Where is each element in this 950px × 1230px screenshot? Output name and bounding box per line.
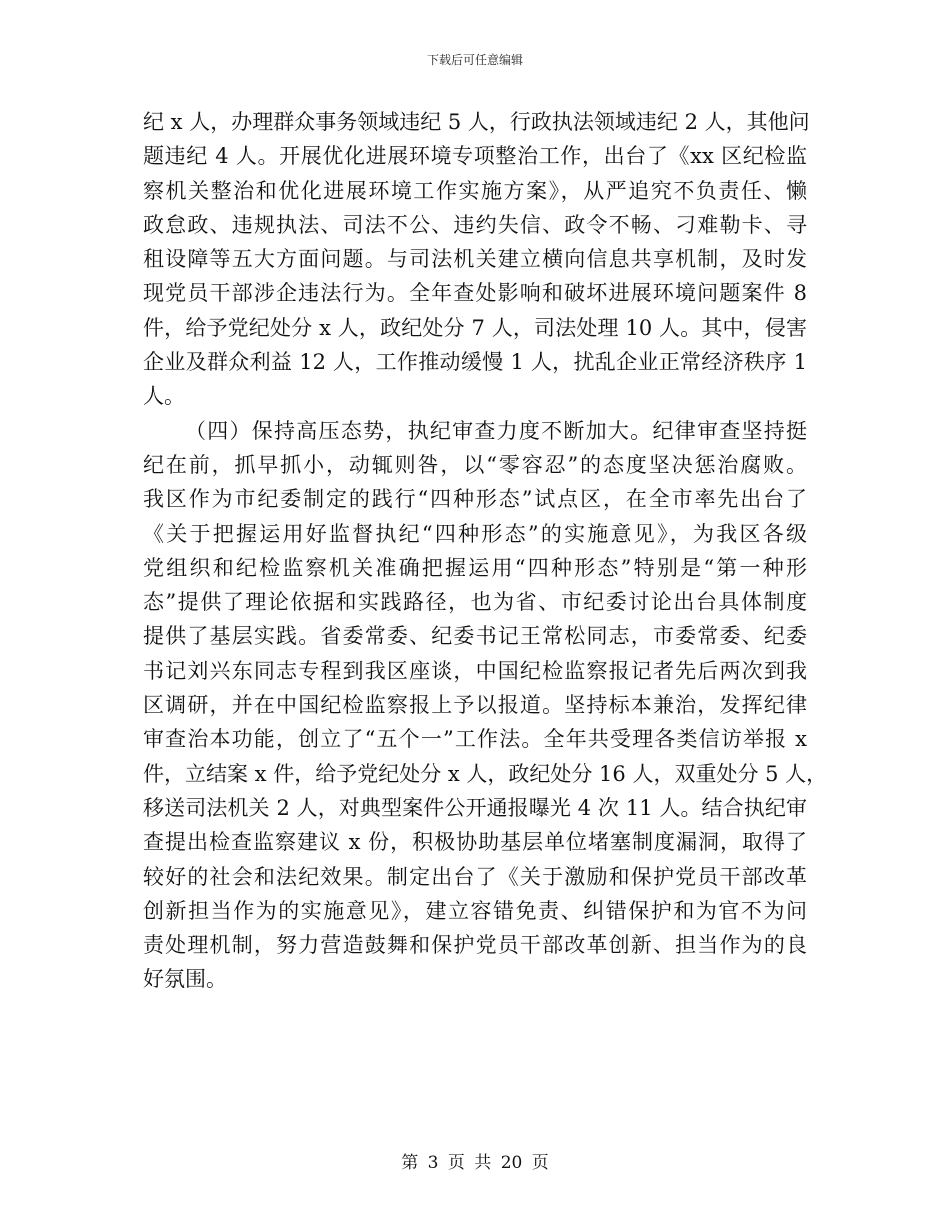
page-header-note: 下载后可任意编辑 [426, 53, 523, 67]
text-line: 较好的社会和法纪效果。制定出台了《关于激励和保护党员干部改革 [143, 864, 807, 889]
text-line: 现党员干部涉企违法行为。全年查处影响和破坏进展环境问题案件 8 [143, 281, 807, 306]
paragraph-2 [143, 414, 828, 997]
text-line: 态”提供了理论依据和实践路径，也为省、市纪委讨论出台具体制度 [143, 590, 807, 615]
text-line: 件，立结案 x 件，给予党纪处分 x 人，政纪处分 16 人，双重处分 5 人， [143, 761, 828, 786]
text-line: 责处理机制，努力营造鼓舞和保护党员干部改革创新、担当作为的良 [143, 933, 807, 958]
text-line: 书记刘兴东同志专程到我区座谈，中国纪检监察报记者先后两次到我 [143, 658, 807, 683]
text-line: 租设障等五大方面问题。与司法机关建立横向信息共享机制，及时发 [143, 247, 807, 272]
text-line: 党组织和纪检监察机关准确把握运用“四种形态”特别是“第一种形 [143, 555, 807, 580]
text-line: 纪 x 人，办理群众事务领域违纪 5 人，行政执法领域违纪 2 人，其他问 [143, 110, 810, 134]
text-line: 政怠政、违规执法、司法不公、违约失信、政令不畅、刁难勒卡、寻 [143, 212, 807, 237]
text-line: 纪在前，抓早抓小，动辄则咎，以“零容忍”的态度坚决惩治腐败。 [143, 452, 807, 477]
text-line: 察机关整治和优化进展环境工作实施方案》，从严追究不负责任、懒 [143, 178, 807, 203]
text-line: 企业及群众利益 12 人，工作推动缓慢 1 人，扰乱企业正常经济秩序 1 [143, 350, 807, 375]
text-line: 《关于把握运用好监督执纪“四种形态”的实施意见》，为我区各级 [143, 521, 807, 546]
text-line: 查提出检查监察建议 x 份，积极协助基层单位堵塞制度漏洞，取得了 [143, 830, 807, 855]
page-number-footer: 第 3 页 共 20 页 [401, 1153, 549, 1173]
text-line: 移送司法机关 2 人，对典型案件公开通报曝光 4 次 11 人。结合执纪审 [143, 795, 807, 820]
text-line: 审查治本功能，创立了“五个一”工作法。全年共受理各类信访举报 x [143, 727, 807, 752]
text-line: 件，给予党纪处分 x 人，政纪处分 7 人，司法处理 10 人。其中，侵害 [143, 315, 807, 340]
text-line: 题违纪 4 人。开展优化进展环境专项整治工作，出台了《xx 区纪检监 [143, 144, 807, 169]
text-line: 好氛围。 [143, 967, 227, 992]
paragraph-1 [143, 105, 810, 414]
text-line: 创新担当作为的实施意见》，建立容错免责、纠错保护和为官不为问 [143, 898, 807, 923]
text-line: 我区作为市纪委制定的践行“四种形态”试点区，在全市率先出台了 [143, 487, 807, 512]
text-line: 人。 [143, 384, 185, 409]
text-line: 区调研，并在中国纪检监察报上予以报道。坚持标本兼治，发挥纪律 [143, 693, 807, 718]
text-line-indented: （四）保持高压态势，执纪审查力度不断加大。纪律审查坚持挺 [185, 418, 807, 443]
document-body [143, 105, 828, 997]
text-line: 提供了基层实践。省委常委、纪委书记王常松同志，市委常委、纪委 [143, 624, 807, 649]
